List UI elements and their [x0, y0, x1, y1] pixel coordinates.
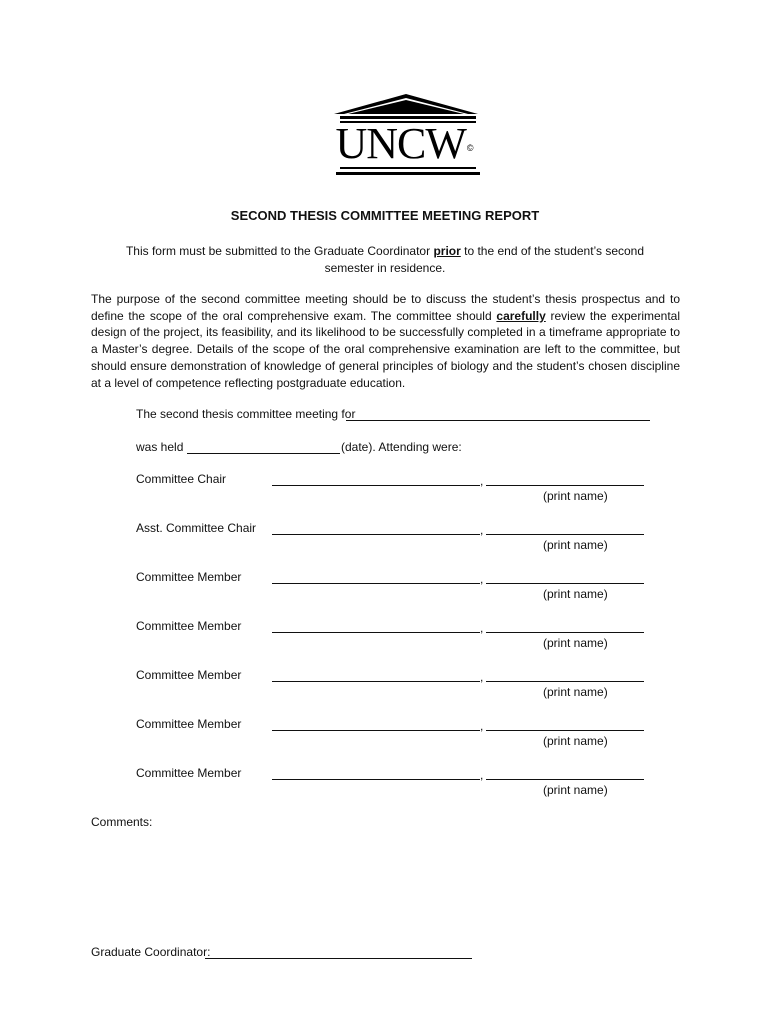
print-name-label: (print name)	[543, 685, 608, 699]
signature-field[interactable]	[272, 583, 480, 584]
graduate-coordinator-label: Graduate Coordinator:	[91, 945, 211, 959]
signature-field[interactable]	[272, 534, 480, 535]
comma: ,	[480, 670, 484, 684]
signature-field[interactable]	[272, 485, 480, 486]
print-name-label: (print name)	[543, 734, 608, 748]
uncw-logo	[332, 92, 484, 178]
print-name-label: (print name)	[543, 636, 608, 650]
attendee-role: Committee Member	[136, 717, 242, 731]
comma: ,	[480, 474, 484, 488]
print-name-label: (print name)	[543, 489, 608, 503]
graduate-coordinator-signature-field[interactable]	[205, 958, 472, 959]
print-name-label: (print name)	[543, 538, 608, 552]
comments-label: Comments:	[91, 815, 153, 829]
signature-field[interactable]	[272, 632, 480, 633]
comma: ,	[480, 768, 484, 782]
submission-instructions: This form must be submitted to the Graduate Coordinator prior to the end of the student’s second semester in residence.	[125, 244, 645, 275]
student-name-field[interactable]	[346, 420, 650, 421]
logo-wordmark: UNCW©	[335, 119, 473, 168]
prior-emphasis: prior	[433, 244, 461, 258]
print-name-label: (print name)	[543, 587, 608, 601]
comma: ,	[480, 621, 484, 635]
attendee-role: Committee Chair	[136, 472, 227, 486]
attendee-role: Asst. Committee Chair	[136, 521, 257, 535]
signature-field[interactable]	[272, 681, 480, 682]
comments-area[interactable]	[91, 836, 680, 936]
comma: ,	[480, 719, 484, 733]
print-name-field[interactable]	[486, 583, 644, 584]
attendee-role: Committee Member	[136, 766, 242, 780]
carefully-emphasis: carefully	[496, 308, 546, 323]
comma: ,	[480, 572, 484, 586]
print-name-field[interactable]	[486, 632, 644, 633]
held-label: was held	[136, 440, 184, 454]
attendee-role: Committee Member	[136, 570, 242, 584]
meeting-date-field[interactable]	[187, 453, 340, 454]
signature-field[interactable]	[272, 730, 480, 731]
form-title: SECOND THESIS COMMITTEE MEETING REPORT	[230, 208, 540, 223]
meeting-for-label: The second thesis committee meeting for	[136, 407, 356, 421]
signature-field[interactable]	[272, 779, 480, 780]
print-name-field[interactable]	[486, 534, 644, 535]
print-name-label: (print name)	[543, 783, 608, 797]
print-name-field[interactable]	[486, 681, 644, 682]
date-attending-label: (date). Attending were:	[341, 440, 462, 454]
attendee-role: Committee Member	[136, 619, 242, 633]
attendee-role: Committee Member	[136, 668, 242, 682]
purpose-paragraph: The purpose of the second committee meeting should be to discuss the student’s thesis prospectus and to define the scope of the oral comprehensive exam. The committee should carefully review the experimental design of the project, its feasibility, and its likelihood to be successfully completed in a timeframe appropriate to a Master’s degree. Details of the scope of the oral comprehensive examination are left to the committee, but should ensure demonstration of knowledge of general principles of biology and the student’s chosen discipline at a level of competence reflecting postgraduate education.	[91, 292, 681, 390]
print-name-field[interactable]	[486, 779, 644, 780]
comma: ,	[480, 523, 484, 537]
copyright-mark: ©	[466, 142, 473, 153]
print-name-field[interactable]	[486, 485, 644, 486]
print-name-field[interactable]	[486, 730, 644, 731]
